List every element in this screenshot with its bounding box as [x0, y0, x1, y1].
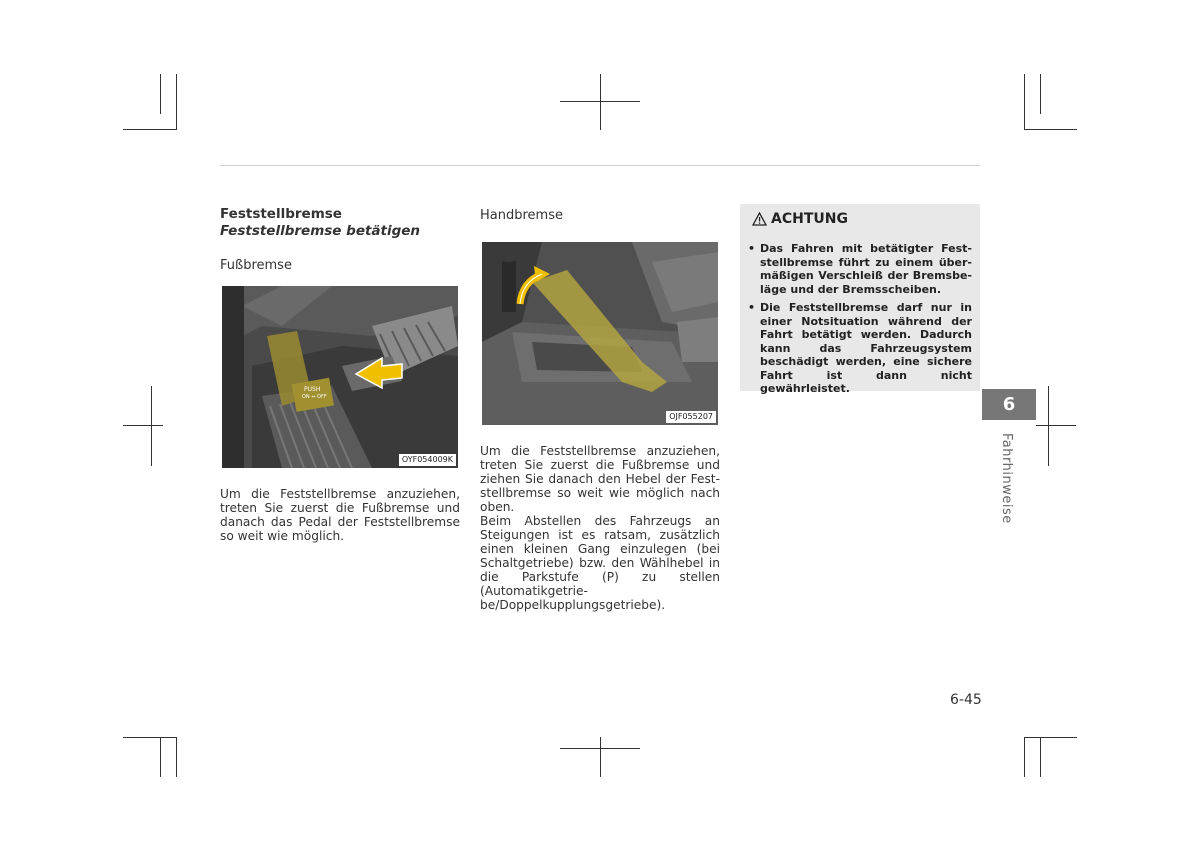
warning-triangle-icon — [752, 212, 767, 226]
left-column — [220, 206, 460, 274]
bullet: • — [748, 301, 756, 314]
chapter-tab: 6 — [982, 389, 1036, 420]
pedal-label-push: PUSH — [304, 386, 321, 393]
left-paragraph-block — [220, 487, 460, 543]
list-item — [748, 242, 972, 296]
warning-box — [740, 204, 980, 395]
figure-code: OJF055207 — [666, 411, 716, 423]
hand-brake-paragraph-2: Beim Abstellen des Fahrzeugs an Steigungen ist es ratsam, zusätzlich einen kleinen Gang einzulegen (bei Schaltgetriebe) bzw. den Wählhebel in die Parkstufe (P) zu stellen (Automatikgetriebe/Doppelkupplungsgetriebe). — [480, 514, 720, 612]
foot-brake-subhead: Fußbremse — [220, 258, 292, 273]
warning-item-text: Das Fahren mit betätigter Feststellbremse führt zu einem übermäßigen Verschleiß der Bremsbeläge und der Bremsscheiben. — [760, 242, 972, 296]
foot-brake-paragraph: Um die Feststellbremse anzuziehen, treten Sie zuerst die Fußbremse und danach das Pedal der Feststellbremse so weit wie möglich. — [220, 487, 460, 543]
figure-code: OYF054009K — [399, 454, 456, 466]
foot-brake-illustration — [222, 286, 458, 468]
hand-brake-illustration — [482, 242, 718, 425]
hand-brake-figure — [482, 242, 718, 425]
warning-heading — [752, 211, 848, 227]
section-subtitle: Feststellbremse betätigen — [220, 223, 421, 239]
foot-brake-figure — [222, 286, 458, 468]
header-rule — [220, 165, 980, 166]
warning-item-text: Die Feststellbremse darf nur in einer Notsituation während der Fahrt betätigt werden. Dadurch kann das Fahrzeugsystem beschädigt werden, eine sichere Fahrt ist dann nicht gewährleistet. — [760, 301, 972, 395]
middle-paragraph-block — [480, 444, 720, 612]
hand-brake-subhead: Handbremse — [480, 208, 563, 223]
bullet: • — [748, 242, 756, 255]
list-item — [748, 301, 972, 396]
pedal-label-onoff: ON ⇔ OFF — [302, 394, 327, 400]
page-number: 6-45 — [950, 692, 982, 708]
warning-list — [748, 242, 972, 401]
chapter-name: Fahrhinweise — [999, 433, 1014, 524]
middle-column-head — [480, 208, 720, 224]
section-title: Feststellbremse — [220, 206, 342, 222]
hand-brake-paragraph-1: Um die Feststellbremse anzuziehen, treten Sie zuerst die Fußbremse und ziehen Sie danach den Hebel der Feststellbremse so weit wie möglich nach oben. — [480, 444, 720, 514]
warning-heading-text: ACHTUNG — [771, 211, 848, 227]
